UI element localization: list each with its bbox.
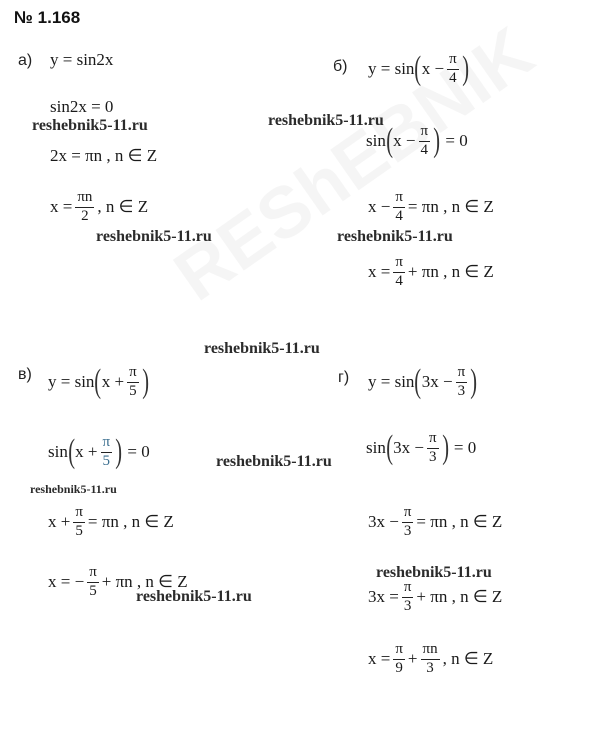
part-g-line-1: y = sin ( 3x − $\frac{\pi}{3}$ ) <box>368 363 478 401</box>
problem-number: № 1.168 <box>14 8 81 27</box>
part-b-label: б) <box>333 58 348 75</box>
part-v-line-4: x = − $\frac{\pi}{5}$ + πn , n ∈ Z <box>48 564 188 599</box>
part-b-line-4: x = $\frac{\pi}{4}$ + πn , n ∈ Z <box>368 254 494 289</box>
part-g-line-3: 3x − $\frac{\pi}{3}$ = πn , n ∈ Z <box>368 504 503 539</box>
part-a-line-4: x = $\frac{\pi n}{2}$ , n ∈ Z <box>50 189 149 224</box>
part-a-line-2: sin2x = 0 <box>50 97 114 116</box>
part-a-line-3: 2x = πn , n ∈ Z <box>50 146 158 165</box>
watermark-text: reshebnik5-11.ru <box>268 112 384 129</box>
part-b-line-2: sin ( x − $\frac{\pi}{4}$ ) = 0 <box>366 122 468 160</box>
watermark-text: reshebnik5-11.ru <box>204 340 320 357</box>
watermark-text: reshebnik5-11.ru <box>216 453 332 470</box>
watermark-text: reshebnik5-11.ru <box>96 228 212 245</box>
watermark-text: reshebnik5-11.ru <box>30 482 117 496</box>
watermark-text: reshebnik5-11.ru <box>376 564 492 581</box>
part-a-line-1: y = sin2x <box>50 50 114 69</box>
part-v-line-1: y = sin ( x + $\frac{\pi}{5}$ ) <box>48 363 149 401</box>
part-b-line-3: x − $\frac{\pi}{4}$ = πn , n ∈ Z <box>368 189 494 224</box>
fraction: $\frac{\pi n}{2}$ <box>77 189 93 224</box>
part-v-line-3: x + $\frac{\pi}{5}$ = πn , n ∈ Z <box>48 504 174 539</box>
watermark-text: reshebnik5-11.ru <box>32 117 148 134</box>
watermark-text: reshebnik5-11.ru <box>136 588 252 605</box>
part-g-line-2: sin ( 3x − $\frac{\pi}{3}$ ) = 0 <box>366 429 477 467</box>
part-b-line-1: y = sin ( x − $\frac{\pi}{4}$ ) <box>368 50 469 88</box>
part-g-line-4: 3x = $\frac{\pi}{3}$ + πn , n ∈ Z <box>368 579 503 614</box>
watermark-text: reshebnik5-11.ru <box>337 228 453 245</box>
part-a-label: а) <box>18 52 33 69</box>
part-v-label: в) <box>18 366 32 383</box>
part-g-line-5: x = $\frac{\pi}{9}$ + $\frac{\pi n}{3}$ , n ∈ Z <box>368 641 494 676</box>
part-v-line-2: sin ( x + $\frac{\pi}{5}$ ) = 0 <box>48 433 150 471</box>
part-g-label: г) <box>338 369 350 386</box>
